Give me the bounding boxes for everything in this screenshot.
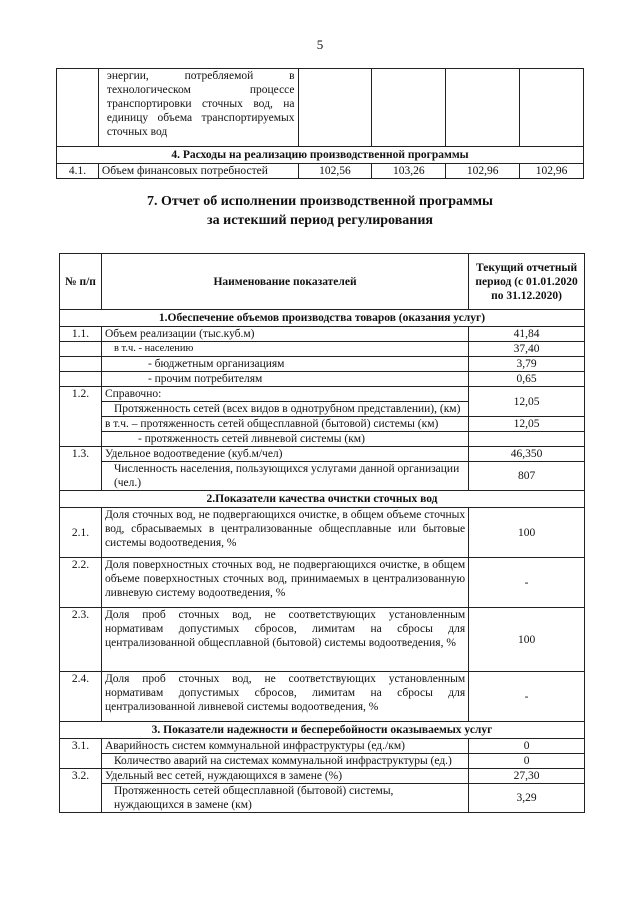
row-name: Доля проб сточных вод, не соответствующих установленным нормативам допустимых сбросов, лимитам на сбросы для централизованной ливневой системы водоотведения, % [101,672,468,722]
row-value: 0,65 [469,372,585,387]
row-value: 3,79 [469,357,585,372]
section-title-3: 3. Показатели надежности и бесперебойности оказываемых услуг [60,722,585,739]
row-value: 46,350 [469,447,585,462]
row-value: 41,84 [469,327,585,342]
row-name: в т.ч. - населению [101,342,468,357]
row-name: Удельный вес сетей, нуждающихся в замене (%) [101,769,468,784]
row-value: 27,30 [469,769,585,784]
row-value: - [469,558,585,608]
header-period: Текущий отчетный период (с 01.01.2020 по 31.12.2020) [469,254,585,310]
row-name: Объем финансовых потребностей [98,164,298,179]
row-value [469,432,585,447]
row-name: Удельное водоотведение (куб.м/чел) [101,447,468,462]
page-number: 5 [316,37,324,52]
row-number: 3.2. [60,769,102,813]
row-number: 3.1. [60,739,102,769]
row-value: 12,05 [469,387,585,417]
row-value: 100 [469,608,585,672]
row-name: Протяженность сетей (всех видов в однотрубном представлении), (км) [101,402,468,417]
header-name: Наименование показателей [101,254,468,310]
row-name: Справочно: [101,387,468,402]
section-title-4: 4. Расходы на реализацию производственной программы [57,147,584,164]
heading-line-2: за истекший период регулирования [207,213,433,228]
row-name: Доля проб сточных вод, не соответствующих установленным нормативам допустимых сбросов, лимитам на сбросы для централизованной общесплавной (бытовой) системы водоотведения, % [101,608,468,672]
row-name: Количество аварий на системах коммунальной инфраструктуры (ед.) [101,754,468,769]
section-heading [0,192,640,230]
row-name: Доля сточных вод, не подвергающихся очистке, в общем объеме сточных вод, сбрасываемых в централизованные общесплавные или бытовые системы водоотведения, % [101,508,468,558]
row-name: - протяженность сетей ливневой системы (км) [101,432,468,447]
row-number: 2.3. [60,608,102,672]
row-name: Аварийность систем коммунальной инфраструктуры (ед./км) [101,739,468,754]
row-value: 37,40 [469,342,585,357]
report-table [59,253,585,813]
row-name: - прочим потребителям [101,372,468,387]
value-cell: 102,96 [446,164,520,179]
row-value: 807 [469,462,585,491]
header-num: № п/п [60,254,102,310]
row-number: 4.1. [57,164,99,179]
row-name: в т.ч. – протяженность сетей общесплавной (бытовой) системы (км) [101,417,468,432]
heading-line-1: 7. Отчет об исполнении производственной программы [146,194,493,209]
row-value: 0 [469,739,585,754]
row-name: Протяженность сетей общесплавной (бытовой) системы, нуждающихся в замене (км) [101,784,468,813]
row-number: 1.3. [60,447,102,491]
row-number: 2.1. [60,508,102,558]
row-number: 1.2. [60,387,102,447]
row-name: Объем реализации (тыс.куб.м) [101,327,468,342]
top-table [56,68,584,179]
row-value: 100 [469,508,585,558]
row-value: 0 [469,754,585,769]
value-cell: 102,96 [520,164,584,179]
value-cell: 102,56 [298,164,372,179]
row-name: Численность населения, пользующихся услугами данной организации (чел.) [101,462,468,491]
row-number: 2.2. [60,558,102,608]
row-value: - [469,672,585,722]
row-name: - бюджетным организациям [101,357,468,372]
section-title-2: 2.Показатели качества очистки сточных вод [60,491,585,508]
row-value: 3,29 [469,784,585,813]
row-value: 12,05 [469,417,585,432]
row-name: Доля поверхностных сточных вод, не подвергающихся очистке, в общем объеме поверхностных сточных вод, принимаемых в централизованную ливневую систему водоотведения, % [101,558,468,608]
section-title-1: 1.Обеспечение объемов производства товаров (оказания услуг) [60,310,585,327]
top-table-row-text: энергии, потребляемой в технологическом процессе транспортировки сточных вод, на единицу объема транспортируемых сточных вод [98,69,298,147]
row-number: 2.4. [60,672,102,722]
row-number: 1.1. [60,327,102,342]
value-cell: 103,26 [372,164,446,179]
